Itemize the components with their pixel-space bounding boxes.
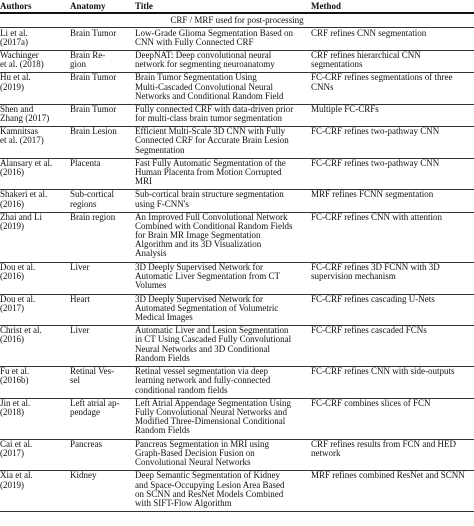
anatomy-line: pendage [70, 407, 100, 417]
title-line: Random Fields [135, 425, 190, 436]
cell-anatomy [70, 471, 132, 480]
cell-authors [0, 263, 66, 281]
cell-authors [0, 213, 66, 231]
cell-authors [0, 159, 66, 177]
cell-anatomy [70, 29, 132, 38]
method-line: Multiple FC-CRFs [311, 105, 379, 114]
authors-line: (2016) [0, 334, 24, 345]
row-rule [0, 294, 474, 295]
title-line: Left Atrial Appendage Segmentation Using [135, 398, 291, 408]
cell-method [311, 127, 474, 136]
method-line: network [311, 448, 341, 458]
title-line: MRI [135, 176, 153, 187]
method-line: FC-CRF refines two-pathway CNN [311, 127, 440, 137]
table-row [0, 325, 474, 366]
cell-authors [0, 73, 66, 91]
anatomy-line: gion [70, 59, 87, 70]
cell-method [311, 263, 474, 281]
table-row [0, 294, 474, 326]
cell-anatomy [70, 399, 132, 417]
method-line: FC-CRF refines two-pathway CNN [311, 158, 440, 168]
table-row [0, 158, 474, 190]
title-line: Automatic Liver and Lesion Segmentation [135, 326, 289, 336]
cell-method [311, 440, 474, 458]
anatomy-line: Brain Tumor [70, 29, 117, 38]
header-method: Method [311, 1, 341, 11]
title-line: Automatic Liver Segmentation from CT [135, 271, 280, 282]
authors-line: Jin et al. [0, 398, 31, 408]
authors-line: Shen and [0, 105, 34, 114]
title-line: Connected CRF for Accurate Brain Lesion [135, 135, 289, 146]
cell-authors [0, 399, 66, 417]
authors-line: (2016) [0, 198, 24, 209]
cell-title [135, 263, 305, 291]
header-anatomy: Anatomy [70, 1, 106, 11]
authors-line: Fu et al. [0, 367, 30, 377]
title-line: for multi-class brain tumor segmentation [135, 113, 282, 124]
table-row [0, 470, 474, 511]
authors-line: Xia et al. [0, 471, 33, 481]
cell-authors [0, 190, 66, 208]
cell-authors [0, 295, 66, 313]
authors-line: Wachinger [0, 51, 39, 61]
title-line: Random Fields [135, 352, 190, 363]
authors-line: Hu et al. [0, 73, 31, 83]
cell-method [311, 73, 474, 91]
cell-authors [0, 367, 66, 385]
cell-anatomy [70, 213, 132, 222]
table-row [0, 28, 474, 50]
cell-title [135, 190, 305, 208]
anatomy-line: Pancreas [70, 439, 102, 449]
cell-method [311, 105, 474, 114]
title-line: Pancreas Segmentation in MRI using [135, 439, 269, 449]
authors-line: et al. (2017) [0, 135, 44, 146]
cell-method [311, 399, 474, 408]
title-line: DeepNAT: Deep convolutional neural [135, 51, 272, 61]
authors-line: Li et al. [0, 29, 28, 38]
authors-line: (2019) [0, 479, 24, 490]
title-line: in CT Using Cascaded Fully Convolutional [135, 334, 292, 345]
authors-line: (2016) [0, 271, 24, 282]
method-line: FC-CRF refines cascading U-Nets [311, 294, 435, 304]
title-line: 3D Deeply Supervised Network for [135, 294, 263, 304]
section-label: CRF / MRF used for post-processing [170, 15, 304, 25]
row-rule [0, 50, 474, 51]
anatomy-line: Brain Tumor [70, 73, 117, 83]
anatomy-line: Liver [70, 326, 90, 336]
method-line: FC-CRF refines segmentations of three [311, 73, 453, 83]
method-line: CRF refines results from FCN and HED [311, 439, 456, 449]
cell-anatomy [70, 105, 132, 114]
authors-line: Zhai and Li [0, 212, 42, 222]
authors-line: Christ et al. [0, 326, 42, 336]
title-line: CNN with Fully Connected CRF [135, 37, 254, 48]
title-line: Automated Segmentation of Volumetric [135, 302, 279, 313]
anatomy-line: Heart [70, 294, 90, 304]
cell-title [135, 127, 305, 155]
anatomy-line: sel [70, 375, 80, 386]
method-line: FC-CRF refines cascaded FCNs [311, 326, 427, 336]
title-line: An Improved Full Convolutional Network [135, 212, 288, 222]
title-line: Combined with Conditional Random Fields [135, 220, 293, 231]
title-line: network for segmenting neuroanatomy [135, 59, 275, 70]
method-line: CRF refines hierarchical CNN [311, 51, 421, 61]
title-line: Algorithm and its 3D Visualization [135, 239, 262, 250]
table-row [0, 398, 474, 439]
title-line: learning network and fully-connected [135, 375, 271, 386]
cell-title [135, 399, 305, 436]
method-line: FC-CRF refines CNN with side-outputs [311, 367, 455, 377]
cell-anatomy [70, 51, 132, 69]
cell-anatomy [70, 263, 132, 272]
title-line: for Brain MR Image Segmentation [135, 230, 261, 240]
title-line: Fully Convolutional Neural Networks and [135, 407, 287, 417]
header-title: Title [135, 1, 153, 11]
row-rule [0, 72, 474, 73]
title-line: Modified Three-Dimensional Conditional [135, 416, 286, 427]
method-line: CRF refines CNN segmentation [311, 29, 427, 38]
title-line: Retinal vessel segmentation via deep [135, 367, 268, 377]
header-authors: Authors [0, 1, 32, 11]
table-row [0, 126, 474, 158]
table-row [0, 72, 474, 104]
title-line: Human Placenta from Motion Corrupted [135, 167, 282, 177]
cell-title [135, 440, 305, 468]
title-line: and Space-Occupying Lesion Area Based [135, 479, 285, 490]
method-line: segmentations [311, 59, 363, 70]
anatomy-line: Brain Tumor [70, 105, 117, 114]
title-line: using F-CNN's [135, 198, 189, 209]
authors-line: Kamnitsas [0, 127, 38, 137]
title-line: Fully connected CRF with data-driven prior [135, 105, 294, 114]
anatomy-line: Retinal Ves- [70, 367, 115, 377]
title-line: Low-Grade Glioma Segmentation Based on [135, 29, 293, 38]
row-rule [0, 511, 474, 512]
cell-anatomy [70, 367, 132, 385]
anatomy-line: Kidney [70, 471, 97, 481]
cell-method [311, 295, 474, 304]
title-line: conditional random fields [135, 384, 228, 395]
cell-method [311, 51, 474, 69]
title-line: Analysis [135, 248, 167, 259]
anatomy-line: Placenta [70, 158, 101, 168]
method-line: FC-CRF combines slices of FCN [311, 398, 431, 408]
cell-title [135, 213, 305, 259]
cell-title [135, 29, 305, 47]
method-line: CNNs [311, 81, 334, 92]
cell-method [311, 159, 474, 168]
row-rule [0, 262, 474, 263]
anatomy-line: Brain Re- [70, 51, 106, 61]
cell-title [135, 73, 305, 101]
authors-line: Dou et al. [0, 263, 36, 272]
title-line: Graph-Based Decision Fusion on [135, 448, 255, 458]
row-rule [0, 325, 474, 326]
row-rule [0, 366, 474, 367]
cell-method [311, 367, 474, 376]
authors-line: (2016b) [0, 375, 29, 386]
title-line: Brain Tumor Segmentation Using [135, 73, 257, 83]
method-line: MRF refines FCNN segmentation [311, 190, 434, 200]
title-line: Volumes [135, 280, 167, 291]
authors-line: (2017) [0, 302, 24, 313]
row-rule [0, 470, 474, 471]
cell-anatomy [70, 295, 132, 304]
cell-authors [0, 440, 66, 458]
authors-line: (2019) [0, 220, 24, 231]
authors-line: et al. (2018) [0, 59, 44, 70]
row-rule [0, 189, 474, 190]
table-row [0, 439, 474, 471]
cell-anatomy [70, 326, 132, 335]
title-line: with SIFT-Flow Algorithm [135, 498, 232, 508]
cell-title [135, 367, 305, 395]
title-line: Medical Images [135, 312, 193, 322]
cell-method [311, 190, 474, 199]
table-row [0, 189, 474, 211]
row-rule [0, 439, 474, 440]
row-rule [0, 212, 474, 213]
authors-line: (2019) [0, 81, 24, 92]
cell-method [311, 326, 474, 335]
cell-anatomy [70, 127, 132, 136]
row-rule [0, 126, 474, 127]
method-line: FC-CRF refines CNN with attention [311, 212, 442, 222]
authors-line: (2018) [0, 407, 24, 417]
authors-line: Cai et al. [0, 439, 33, 449]
authors-line: (2017) [0, 448, 24, 458]
cell-anatomy [70, 440, 132, 449]
cell-title [135, 159, 305, 187]
cell-title [135, 471, 305, 508]
cell-anatomy [70, 159, 132, 168]
cell-authors [0, 51, 66, 69]
cell-authors [0, 471, 66, 489]
title-line: 3D Deeply Supervised Network for [135, 263, 263, 272]
cell-authors [0, 105, 66, 123]
title-line: Convolutional Neural Networks [135, 457, 251, 468]
title-line: Sub-cortical brain structure segmentation [135, 190, 284, 200]
title-line: Deep Semantic Segmentation of Kidney [135, 471, 280, 481]
cell-title [135, 295, 305, 323]
title-line: Fast Fully Automatic Segmentation of the [135, 158, 286, 168]
title-line: Multi-Cascaded Convolutional Neural [135, 81, 273, 92]
anatomy-line: Left atrial ap- [70, 398, 120, 408]
method-line: FC-CRF refines 3D FCNN with 3D [311, 263, 440, 272]
table-header [0, 0, 474, 12]
anatomy-line: Brain Lesion [70, 127, 117, 137]
row-rule [0, 104, 474, 105]
authors-line: Shakeri et al. [0, 190, 48, 200]
anatomy-line: Liver [70, 263, 90, 272]
authors-line: (2017a) [0, 37, 28, 48]
method-line: supervision mechanism [311, 271, 396, 282]
table-row [0, 366, 474, 398]
row-rule [0, 398, 474, 399]
cell-title [135, 51, 305, 69]
title-line: Networks and Conditional Random Field [135, 90, 284, 101]
authors-line: Dou et al. [0, 294, 36, 304]
cell-method [311, 29, 474, 38]
title-line: on SCNN and ResNet Models Combined [135, 488, 284, 499]
cell-authors [0, 29, 66, 47]
table-row [0, 50, 474, 72]
cell-authors [0, 326, 66, 344]
title-line: Segmentation [135, 144, 185, 155]
cell-title [135, 326, 305, 363]
title-line: Neural Networks and 3D Conditional [135, 343, 270, 354]
authors-line: Zhang (2017) [0, 113, 50, 124]
anatomy-line: regions [70, 198, 97, 209]
row-rule [0, 158, 474, 159]
cell-title [135, 105, 305, 123]
table-row [0, 262, 474, 294]
cell-method [311, 471, 474, 480]
cell-anatomy [70, 190, 132, 208]
cell-method [311, 213, 474, 222]
table-row [0, 212, 474, 262]
anatomy-line: Sub-cortical [70, 190, 114, 200]
cell-anatomy [70, 73, 132, 82]
authors-line: Alansary et al. [0, 158, 53, 168]
title-line: Efficient Multi-Scale 3D CNN with Fully [135, 127, 286, 137]
table-row [0, 104, 474, 126]
method-line: MRF refines combined ResNet and SCNN [311, 471, 465, 481]
cell-authors [0, 127, 66, 145]
authors-line: (2016) [0, 167, 24, 177]
anatomy-line: Brain region [70, 212, 116, 222]
